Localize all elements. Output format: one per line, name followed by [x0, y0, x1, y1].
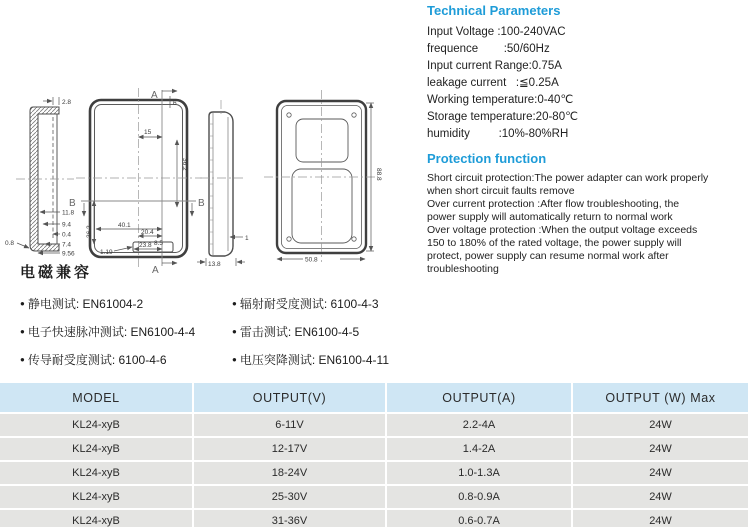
- emc-test-label: 雷击测试: EN6100-4-5: [239, 325, 360, 339]
- protection-function-section: [427, 151, 748, 276]
- table-cell-output-w: 24W: [573, 438, 748, 460]
- bullet-icon: ●: [20, 299, 25, 308]
- bullet-icon: ●: [20, 355, 25, 364]
- table-cell-model: KL24-xyB: [0, 414, 192, 436]
- protection-line: Over current protection :After flow troubleshooting, the: [427, 198, 680, 210]
- dim-label: 88.8: [375, 168, 382, 181]
- dim-label: 9.56: [62, 250, 75, 258]
- emc-test-item: [232, 351, 430, 368]
- bullet-icon: ●: [20, 327, 25, 336]
- protection-line: when short circuit faults remove: [427, 185, 575, 197]
- dim-label: 36.2: [86, 225, 93, 238]
- emc-test-item: [20, 351, 232, 368]
- emc-test-item: [232, 295, 430, 312]
- param-leakage-current: leakage current :≦0.25A: [427, 77, 559, 89]
- emc-test-item: [232, 323, 430, 340]
- screw-hole: [287, 113, 291, 117]
- drawing-back-view: [264, 90, 382, 264]
- protection-line: power supply will automatically return to normal work: [427, 211, 673, 223]
- table-cell-output-w: 24W: [573, 510, 748, 527]
- table-cell-output-w: 24W: [573, 414, 748, 436]
- bottom-window: [292, 169, 352, 243]
- dim-label: 40.1: [118, 222, 131, 229]
- param-storage-temperature: Storage temperature:20-80℃: [427, 111, 578, 123]
- table-cell-model: KL24-xyB: [0, 438, 192, 460]
- drawing-side-profile: [197, 100, 249, 268]
- dim-label: 8.5: [154, 240, 164, 247]
- emc-title: 电磁兼容: [20, 264, 93, 281]
- section-label-a-top: A: [151, 90, 158, 101]
- table-cell-output-v: 31-36V: [194, 510, 385, 527]
- param-input-voltage: Input Voltage :100-240VAC: [427, 26, 566, 38]
- bullet-icon: ●: [232, 299, 237, 308]
- dim-label: 1: [245, 235, 249, 242]
- screw-hole: [287, 237, 291, 241]
- table-cell-output-a: 0.6-0.7A: [387, 510, 571, 527]
- table-cell-output-v: 12-17V: [194, 438, 385, 460]
- table-cell-model: KL24-xyB: [0, 462, 192, 484]
- column-header-model: MODEL: [0, 383, 192, 412]
- emc-test-list: [20, 295, 430, 368]
- dim-label: 9.4: [62, 221, 72, 229]
- table-cell-output-a: 2.2-4A: [387, 414, 571, 436]
- table-cell-output-a: 0.8-0.9A: [387, 486, 571, 508]
- emc-test-item: [20, 295, 232, 312]
- bullet-icon: ●: [232, 355, 237, 364]
- dim-label: 7.4: [62, 241, 72, 249]
- technical-parameters-title: Technical Parameters: [427, 3, 561, 18]
- protection-line: 150 to 180% of the rated voltage, the power supply will: [427, 237, 682, 249]
- dim-label: 20.4: [141, 229, 154, 236]
- param-working-temperature: Working temperature:0-40℃: [427, 94, 574, 106]
- emc-test-item: [20, 323, 232, 340]
- table-cell-output-v: 18-24V: [194, 462, 385, 484]
- bullet-icon: ●: [232, 327, 237, 336]
- param-frequence: frequence :50/60Hz: [427, 43, 550, 55]
- dim-label: 36.2: [181, 158, 188, 171]
- output-spec-table: [0, 383, 748, 527]
- section-label-b-left: B: [69, 198, 76, 209]
- emc-test-label: 电子快速脉冲测试: EN6100-4-4: [27, 325, 196, 339]
- emc-section: [20, 261, 430, 368]
- protection-line: Short circuit protection:The power adapter can work properly: [427, 172, 709, 184]
- protection-line: troubleshooting: [427, 263, 499, 275]
- dim-label: 2.8: [62, 99, 72, 106]
- table-cell-model: KL24-xyB: [0, 486, 192, 508]
- param-input-current: Input current Range:0.75A: [427, 60, 562, 72]
- emc-test-label: 电压突降测试: EN6100-4-11: [239, 353, 390, 367]
- emc-test-label: 传导耐受度测试: 6100-4-6: [27, 353, 167, 367]
- column-header-output-v: OUTPUT(V): [194, 383, 385, 412]
- drawing-front-view: [69, 88, 205, 276]
- section-label-a-bottom: A: [152, 265, 159, 276]
- dim-label: 50.8: [305, 256, 318, 264]
- table-cell-output-w: 24W: [573, 486, 748, 508]
- drawing-side-section: [5, 97, 75, 258]
- dim-label: 0.4: [62, 231, 72, 239]
- screw-hole: [352, 113, 356, 117]
- dim-label: 23.8: [139, 242, 152, 249]
- dim-label: 6: [173, 100, 177, 107]
- protection-line: Over voltage protection :When the output voltage exceeds: [427, 224, 698, 236]
- dim-label: 0.8: [5, 240, 15, 247]
- table-cell-output-w: 24W: [573, 462, 748, 484]
- table-cell-output-a: 1.0-1.3A: [387, 462, 571, 484]
- emc-test-label: 静电测试: EN61004-2: [27, 297, 144, 311]
- table-cell-output-v: 6-11V: [194, 414, 385, 436]
- param-humidity: humidity :10%-80%RH: [427, 128, 569, 140]
- dim-label: 11.8: [62, 209, 75, 217]
- emc-test-label: 辐射耐受度测试: 6100-4-3: [239, 297, 379, 311]
- column-header-output-a: OUTPUT(A): [387, 383, 571, 412]
- column-header-output-w: OUTPUT (W) Max: [573, 383, 748, 412]
- section-label-b-right: B: [198, 198, 205, 209]
- technical-drawings: [0, 40, 420, 292]
- table-cell-model: KL24-xyB: [0, 510, 192, 527]
- table-cell-output-v: 25-30V: [194, 486, 385, 508]
- dim-label: 13.8: [208, 261, 221, 268]
- protection-function-title: Protection function: [427, 151, 547, 166]
- top-window: [296, 119, 348, 162]
- protection-line: protect, power supply can resume normal work after: [427, 250, 669, 262]
- table-cell-output-a: 1.4-2A: [387, 438, 571, 460]
- dim-label: 15: [144, 129, 152, 136]
- screw-hole: [352, 237, 356, 241]
- technical-parameters-section: [427, 3, 747, 143]
- dim-label: 1.19: [100, 249, 113, 256]
